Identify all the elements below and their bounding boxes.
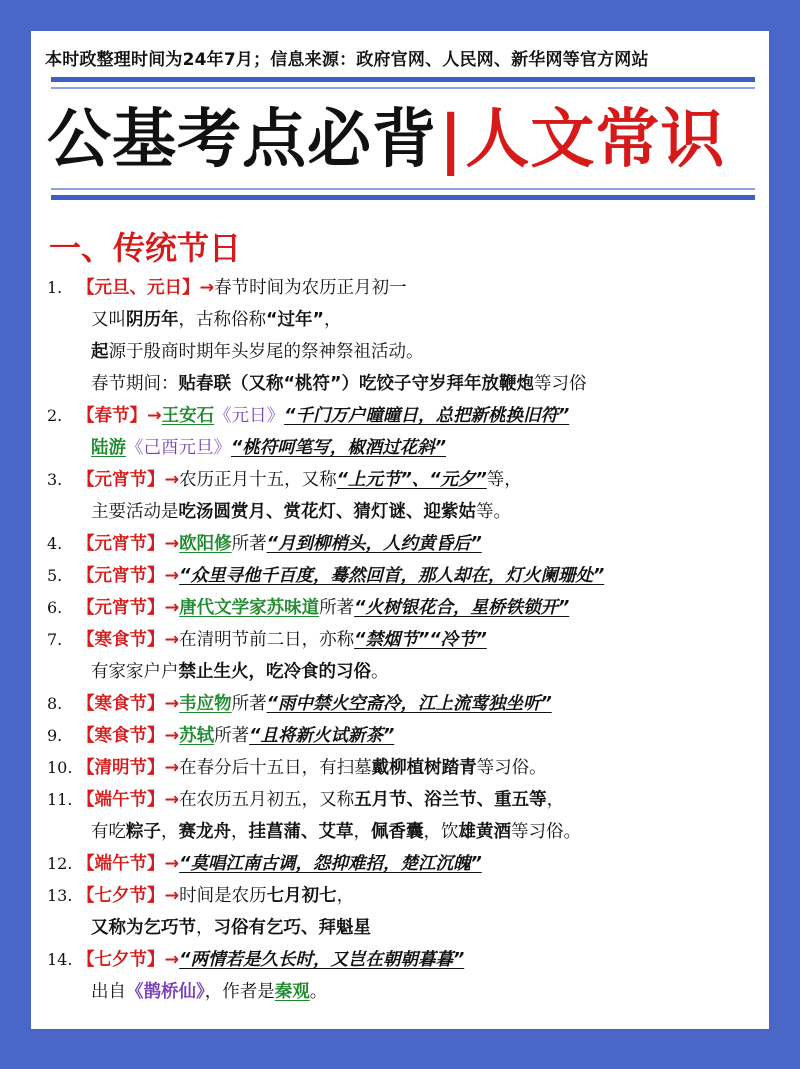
text-segment: 习俗有乞巧、拜魁星 <box>213 918 371 938</box>
text-segment: → <box>164 630 180 650</box>
list-item <box>47 400 762 432</box>
list-item-continuation <box>47 432 762 464</box>
text-segment: “两情若是久长时，又岂在朝朝暮暮” <box>179 950 465 970</box>
item-number: 7. <box>47 630 63 649</box>
text-segment: 【寒食节】 <box>77 630 165 650</box>
text-segment: 雄黄酒 <box>458 822 511 842</box>
text-segment: → <box>199 278 215 298</box>
bottom-rule <box>51 195 755 200</box>
text-segment: “月到柳梢头，人约黄昏后” <box>266 534 482 554</box>
text-segment: 【元宵节】 <box>77 470 165 490</box>
list-item-continuation <box>47 976 762 1008</box>
text-segment: “且将新火试新茶” <box>249 726 395 746</box>
festival-list <box>47 272 762 1008</box>
text-segment: 戴柳植树踏青 <box>371 758 477 778</box>
text-segment: → <box>147 406 162 426</box>
text-segment: 等习俗。 <box>511 822 581 842</box>
text-segment: 在清明节前二日，亦称 <box>179 630 355 650</box>
text-segment: 王安石 <box>161 406 215 426</box>
text-segment: 起 <box>91 342 109 362</box>
text-segment: 佩香囊 <box>371 822 424 842</box>
item-number: 12. <box>47 854 73 873</box>
item-number: 10. <box>47 758 73 777</box>
text-segment: → <box>164 758 180 778</box>
text-segment: 春节期间： <box>91 374 179 394</box>
text-segment: → <box>164 566 180 586</box>
text-segment: 【元宵节】 <box>77 566 165 586</box>
list-item-continuation <box>47 912 762 944</box>
text-segment: 【七夕节】 <box>77 950 165 970</box>
text-segment: 所著 <box>231 534 267 554</box>
text-segment: 又叫 <box>91 310 126 330</box>
list-item-continuation <box>47 304 762 336</box>
text-segment: 《鹊桥仙》 <box>126 982 205 1002</box>
text-segment: 农历正月十五，又称 <box>179 470 337 490</box>
text-segment: 《己酉元旦》 <box>126 438 231 458</box>
text-segment: 又称为乞巧节 <box>91 918 196 938</box>
text-segment: 五月节、浴兰节、重五等 <box>354 790 547 810</box>
text-segment: 【清明节】 <box>77 758 165 778</box>
list-item <box>47 720 762 752</box>
list-item <box>47 592 762 624</box>
text-segment: ， <box>336 886 355 906</box>
list-item <box>47 688 762 720</box>
text-segment: → <box>164 854 180 874</box>
text-segment: 粽子 <box>126 822 161 842</box>
text-segment: → <box>164 694 180 714</box>
text-segment: 等习俗。 <box>476 758 547 778</box>
text-segment: 【端午节】 <box>77 854 165 874</box>
text-segment: 【元旦、元日】 <box>77 278 200 298</box>
text-segment: 源于殷商时期年头岁尾的祭神祭祖活动。 <box>108 342 424 362</box>
text-segment: 有家家户户 <box>91 662 179 682</box>
text-segment: “火树银花合，星桥铁锁开” <box>354 598 570 618</box>
text-segment: “过年” <box>266 310 325 330</box>
list-item-continuation <box>47 496 762 528</box>
item-number: 8. <box>47 694 63 713</box>
text-segment: “莫唱江南古调，怨抑难招，楚江沉魄” <box>179 854 482 874</box>
text-segment: → <box>164 598 180 618</box>
text-segment: ， <box>546 790 565 810</box>
item-number: 3. <box>47 470 63 489</box>
text-segment: 在春分后十五日，有扫墓 <box>179 758 372 778</box>
text-segment: 【元宵节】 <box>77 534 165 554</box>
item-number: 13. <box>47 886 73 905</box>
title-right: 人文常识 <box>465 103 726 177</box>
text-segment: “众里寻他千百度，蓦然回首，那人却在，灯火阑珊处” <box>179 566 605 586</box>
list-item <box>47 464 762 496</box>
text-segment: 。 <box>309 982 328 1002</box>
text-segment: ， <box>353 822 371 842</box>
list-item-continuation <box>47 368 762 400</box>
item-number: 9. <box>47 726 63 745</box>
text-segment: “千门万户曈曈日，总把新桃换旧符” <box>284 406 570 426</box>
text-segment: “雨中禁火空斋冷，江上流莺独坐听” <box>266 694 552 714</box>
text-segment: 等。 <box>476 502 511 522</box>
list-item <box>47 848 762 880</box>
text-segment: 【春节】 <box>77 406 147 426</box>
text-segment: 【寒食节】 <box>77 694 165 714</box>
list-item <box>47 880 762 912</box>
item-number: 14. <box>47 950 73 969</box>
text-segment: ， <box>231 822 249 842</box>
document-sheet <box>31 31 769 1029</box>
page-title <box>47 97 725 183</box>
list-item <box>47 624 762 656</box>
top-rule-thin <box>51 87 755 89</box>
text-segment: → <box>164 726 180 746</box>
text-segment: → <box>164 886 180 906</box>
text-segment: 等， <box>486 470 522 490</box>
source-note: 本时政整理时间为24年7月；信息来源：政府官网、人民网、新华网等官方网站 <box>45 50 649 70</box>
text-segment: 阴历年 <box>126 310 179 330</box>
text-segment: 《元日》 <box>214 406 285 426</box>
text-segment: 挂菖蒲、艾草 <box>248 822 354 842</box>
text-segment: 禁止生火，吃冷食的习俗 <box>178 662 371 682</box>
text-segment: “桃符呵笔写，椒酒过花斜” <box>231 438 447 458</box>
item-number: 11. <box>47 790 73 809</box>
title-left: 公基考点必背 <box>47 103 437 177</box>
text-segment: 所著 <box>231 694 267 714</box>
text-segment: 唐代文学家苏味道 <box>179 598 320 618</box>
list-item-continuation <box>47 336 762 368</box>
list-item <box>47 560 762 592</box>
text-segment: 。 <box>371 662 389 682</box>
text-segment: “禁烟节”“冷节” <box>354 630 487 650</box>
text-segment: 有吃 <box>91 822 126 842</box>
text-segment: 秦观 <box>274 982 310 1002</box>
text-segment: “上元节”、“元夕” <box>336 470 487 490</box>
text-segment: → <box>164 790 180 810</box>
text-segment: 等习俗 <box>534 374 587 394</box>
text-segment: ， <box>196 918 214 938</box>
bottom-rule-thin <box>51 188 755 190</box>
list-item <box>47 528 762 560</box>
list-item <box>47 784 762 816</box>
item-number: 6. <box>47 598 63 617</box>
item-number: 4. <box>47 534 63 553</box>
text-segment: ，古称俗称 <box>178 310 266 330</box>
text-segment: 所著 <box>214 726 250 746</box>
text-segment: 苏轼 <box>179 726 215 746</box>
text-segment: 春节时间为农历正月初一 <box>214 278 407 298</box>
item-number: 2. <box>47 406 63 425</box>
list-item <box>47 752 762 784</box>
list-item-continuation <box>47 816 762 848</box>
item-number: 5. <box>47 566 63 585</box>
section-title: 一、传统节日 <box>49 229 242 267</box>
text-segment: 在农历五月初五，又称 <box>179 790 355 810</box>
text-segment: 出自 <box>91 982 126 1002</box>
title-separator: | <box>439 103 464 177</box>
text-segment: 所著 <box>319 598 355 618</box>
text-segment: 主要活动是 <box>91 502 179 522</box>
list-item <box>47 272 762 304</box>
text-segment: ，作者是 <box>204 982 275 1002</box>
item-number: 1. <box>47 278 63 297</box>
text-segment: → <box>164 470 180 490</box>
text-segment: ，饮 <box>423 822 459 842</box>
text-segment: 【端午节】 <box>77 790 165 810</box>
text-segment: 七月初七 <box>266 886 337 906</box>
text-segment: 欧阳修 <box>179 534 232 554</box>
text-segment: 时间是农历 <box>179 886 267 906</box>
text-segment: 赛龙舟 <box>178 822 231 842</box>
text-segment: 吃汤圆赏月、赏花灯、猜灯谜、迎紫姑 <box>178 502 476 522</box>
text-segment: 贴春联（又称“桃符”）吃饺子守岁拜年放鞭炮 <box>178 374 535 394</box>
list-item <box>47 944 762 976</box>
text-segment: → <box>164 950 180 970</box>
text-segment: 【元宵节】 <box>77 598 165 618</box>
text-segment: 【七夕节】 <box>77 886 165 906</box>
text-segment: ， <box>161 822 179 842</box>
text-segment: 陆游 <box>91 438 126 458</box>
text-segment: → <box>164 534 180 554</box>
text-segment: 【寒食节】 <box>77 726 165 746</box>
top-rule <box>51 77 755 82</box>
list-item-continuation <box>47 656 762 688</box>
text-segment: ， <box>324 310 342 330</box>
text-segment: 韦应物 <box>179 694 232 714</box>
